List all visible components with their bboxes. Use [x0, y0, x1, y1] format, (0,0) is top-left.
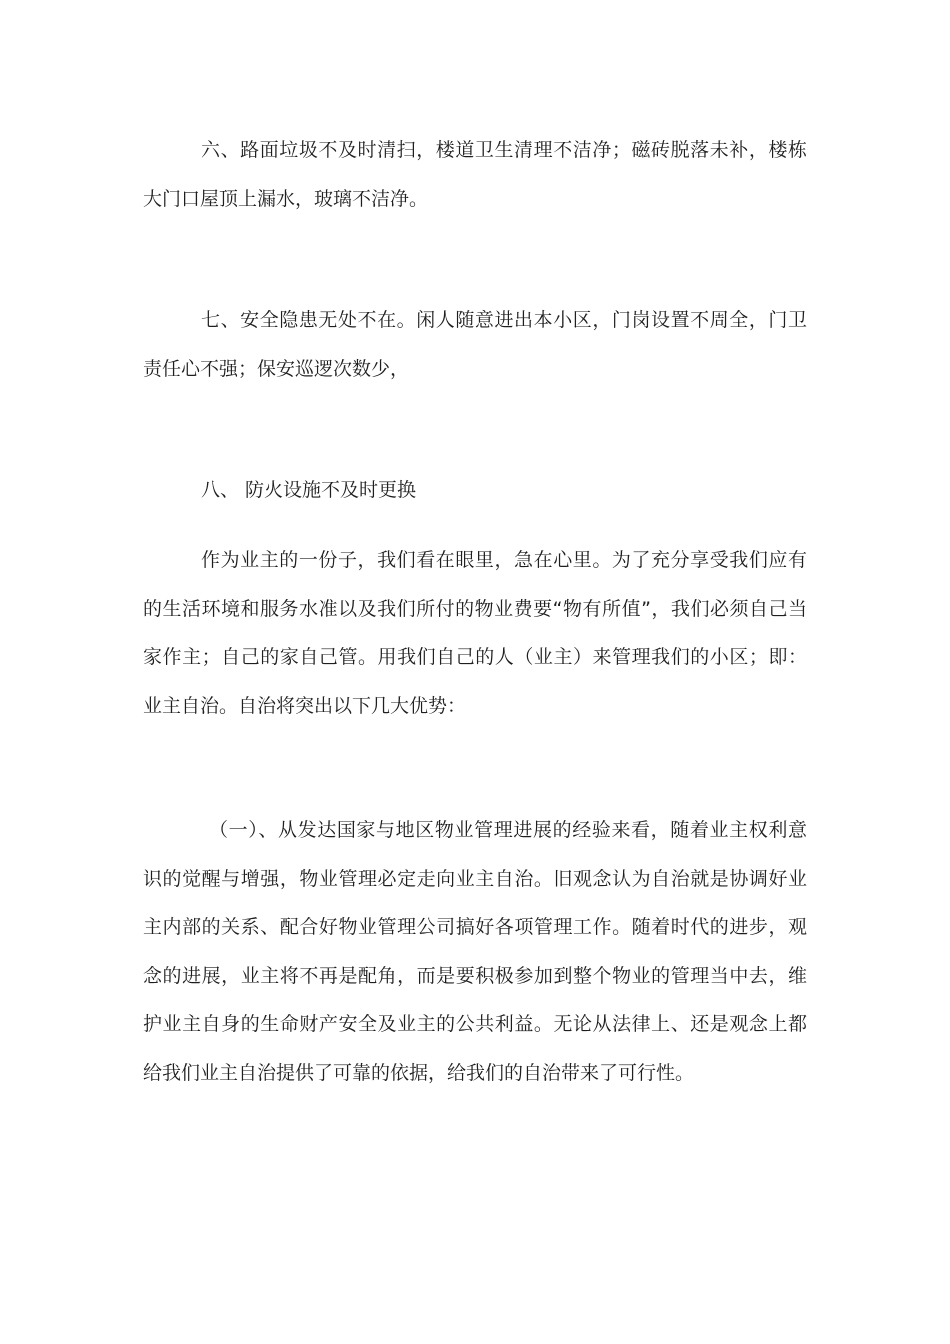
paragraph-seven-security: 七、安全隐患无处不在。闲人随意进出本小区，门岗设置不周全，门卫责任心不强；保安巡逻次数少，	[143, 309, 807, 380]
paragraph-advantage-one: （一）、从发达国家与地区物业管理进展的经验来看，随着业主权利意识的觉醒与增强，物业管理必定走向业主自治。旧观念认为自治就是协调好业主内部的关系、配合好物业管理公司搞好各项管理工作。随着时代的进步，观念的进展，业主将不再是配角，而是要积极参加到整个物业的管理当中去，维护业主自身的生命财产安全及业主的公共利益。无论从法律上、还是观念上都给我们业主自治提供了可靠的依据，给我们的自治带来了可行性。	[143, 819, 807, 1084]
paragraph-owner-self-governance: 作为业主的一份子，我们看在眼里，急在心里。为了充分享受我们应有的生活环境和服务水准以及我们所付的物业费要“物有所值”，我们必须自己当家作主；自己的家自己管。用我们自己的人（业主）来管理我们的小区；即：业主自治。自治将突出以下几大优势：	[143, 549, 807, 717]
paragraph-six-sanitation: 六、路面垃圾不及时清扫，楼道卫生清理不洁净；磁砖脱落未补，楼栋大门口屋顶上漏水，玻璃不洁净。	[143, 139, 807, 210]
paragraph-eight-fire-safety: 八、 防火设施不及时更换	[201, 479, 417, 501]
